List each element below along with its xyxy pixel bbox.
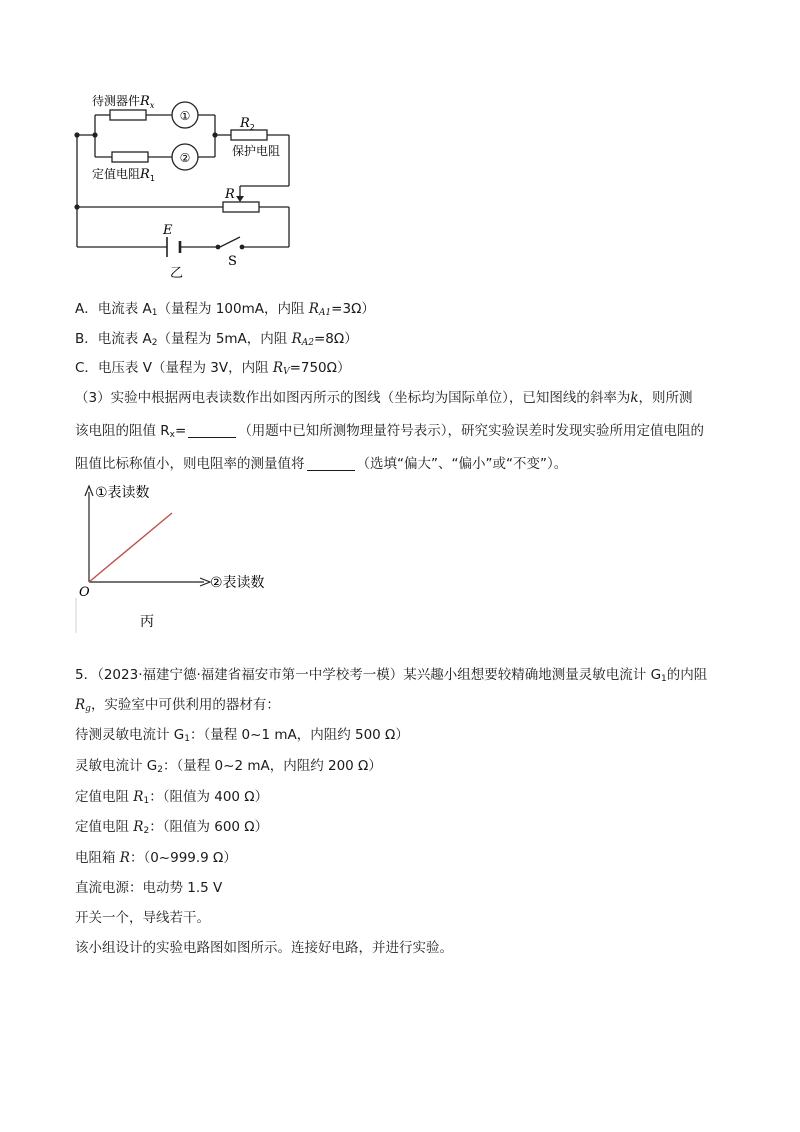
rheostat-resistor xyxy=(223,202,259,212)
option-text: 电流表 A xyxy=(97,301,152,317)
option-symbol: R xyxy=(291,331,302,347)
q3-text: （用题中已知所测物理量符号表示），研究实验误差时发现实验所用定值电阻的 xyxy=(238,423,705,439)
item-sub: 2 xyxy=(157,765,163,775)
item-text: 开关一个，导线若干。 xyxy=(75,910,210,926)
circuit-diagram xyxy=(60,85,320,280)
q3-text: 阻值比标称值小，则电阻率的测量值将 xyxy=(75,456,305,472)
equipment-item xyxy=(75,788,268,810)
figure-label-yi: 乙 xyxy=(170,266,184,280)
option-a xyxy=(75,300,375,322)
rg-symbol: R xyxy=(75,697,86,713)
rx-resistor xyxy=(110,110,146,120)
equipment-item xyxy=(75,757,382,779)
q5-text: （2023·福建宁德·福建省福安市第一中学校考一模）某兴趣小组想要较精确地测量灵敏电流计 G xyxy=(97,667,662,683)
option-sub: 1 xyxy=(151,308,158,318)
r2-symbol: $R_2$ xyxy=(240,116,255,132)
item-text: 直流电源：电动势 1.5 V xyxy=(75,880,223,896)
q3-text: 该电阻的阻值 R xyxy=(75,423,170,439)
slope-symbol: k xyxy=(630,390,639,406)
rg-sub: g xyxy=(85,704,91,714)
option-mid: （量程为 3V，内阻 xyxy=(151,360,273,376)
item-text: 待测灵敏电流计 G xyxy=(75,727,185,743)
option-symbol: R xyxy=(308,301,319,317)
equipment-item xyxy=(75,849,237,867)
r1-resistor xyxy=(112,152,148,162)
figure-label-bing: 丙 xyxy=(140,614,154,630)
graph-bing xyxy=(68,478,308,638)
option-value: =8Ω） xyxy=(314,331,358,347)
q3-text: ，则所测 xyxy=(638,390,693,406)
option-letter: B． xyxy=(75,331,98,347)
item-text: 定值电阻 xyxy=(75,819,134,835)
option-b xyxy=(75,330,358,352)
item-sub: 2 xyxy=(143,826,150,836)
option-symbol-sub: A1 xyxy=(318,308,332,318)
option-mid: （量程为 5mA，内阻 xyxy=(157,331,292,347)
graph-data-line xyxy=(89,513,172,582)
equipment-item xyxy=(75,818,268,840)
q5-intro-line-1 xyxy=(75,666,707,688)
q3-line-1 xyxy=(75,389,693,407)
item-text: 该小组设计的实验电路图如图所示。连接好电路，并进行实验。 xyxy=(75,940,453,956)
meter-2-label: ② xyxy=(179,151,191,165)
item-text: ：（量程 0~1 mA，内阻约 500 Ω） xyxy=(190,727,409,743)
q3-sub: x xyxy=(169,430,175,440)
question-number: 5． xyxy=(75,667,98,683)
q3-text: = xyxy=(175,423,187,439)
switch-contact-left xyxy=(216,245,221,250)
item-sub: 1 xyxy=(143,796,150,806)
emf-symbol: E xyxy=(163,223,173,238)
item-symbol: R xyxy=(133,819,144,835)
item-symbol: R xyxy=(133,789,144,805)
r2-label: 保护电阻 xyxy=(232,144,281,158)
option-text: 电流表 A xyxy=(97,331,152,347)
r1-label: 定值电阻$R_1$ xyxy=(92,167,155,183)
q3-line-2 xyxy=(75,422,704,444)
q3-line-3 xyxy=(75,455,567,473)
q3-text: （3）实验中根据两电表读数作出如图丙所示的图线（坐标均为国际单位），已知图线的斜率为 xyxy=(75,390,631,406)
q5-text: 的内阻 xyxy=(666,667,708,683)
meter-1-label: ① xyxy=(179,109,191,123)
item-text: ：（量程 0~2 mA，内阻约 200 Ω） xyxy=(163,758,382,774)
equipment-item xyxy=(75,939,453,957)
item-sub: 1 xyxy=(184,734,190,744)
option-text: 电压表 V xyxy=(97,360,152,376)
option-value: =750Ω） xyxy=(289,360,351,376)
x-axis-label: ②表读数 xyxy=(210,575,265,591)
option-symbol: R xyxy=(272,360,284,376)
battery-icon xyxy=(167,237,180,257)
answer-blank-1[interactable] xyxy=(188,423,236,438)
q5-text: ，实验室中可供利用的器材有： xyxy=(90,697,280,713)
q5-intro-line-2 xyxy=(75,696,280,718)
switch-symbol: S xyxy=(228,254,237,269)
option-symbol-sub: V xyxy=(283,367,290,377)
item-text: 定值电阻 xyxy=(75,789,134,805)
option-sub: 2 xyxy=(151,338,158,348)
origin-label: O xyxy=(79,585,90,600)
item-text: ：（阻值为 600 Ω） xyxy=(149,819,269,835)
switch-contact-right xyxy=(240,245,245,250)
option-letter: C． xyxy=(75,360,98,376)
equipment-item xyxy=(75,726,409,748)
option-value: =3Ω） xyxy=(331,301,375,317)
item-text: ：（阻值为 400 Ω） xyxy=(149,789,269,805)
y-axis-label: ①表读数 xyxy=(95,485,150,501)
option-c xyxy=(75,359,350,381)
equipment-item xyxy=(75,879,222,897)
option-symbol-sub: A2 xyxy=(301,338,314,348)
answer-blank-2[interactable] xyxy=(307,456,355,471)
item-text: 灵敏电流计 G xyxy=(75,758,158,774)
option-mid: （量程为 100mA，内阻 xyxy=(157,301,309,317)
rx-label: 待测器件$R_x$ xyxy=(92,94,155,110)
item-symbol: R xyxy=(119,850,130,866)
equipment-item xyxy=(75,909,210,927)
q3-text: （选填“偏大”、“偏小”或“不变”）。 xyxy=(356,456,568,472)
option-letter: A． xyxy=(75,301,98,317)
item-text: ：（0~999.9 Ω） xyxy=(129,850,237,866)
q5-sub: 1 xyxy=(661,674,667,684)
rheostat-symbol: R xyxy=(225,187,235,202)
item-text: 电阻箱 xyxy=(75,850,120,866)
